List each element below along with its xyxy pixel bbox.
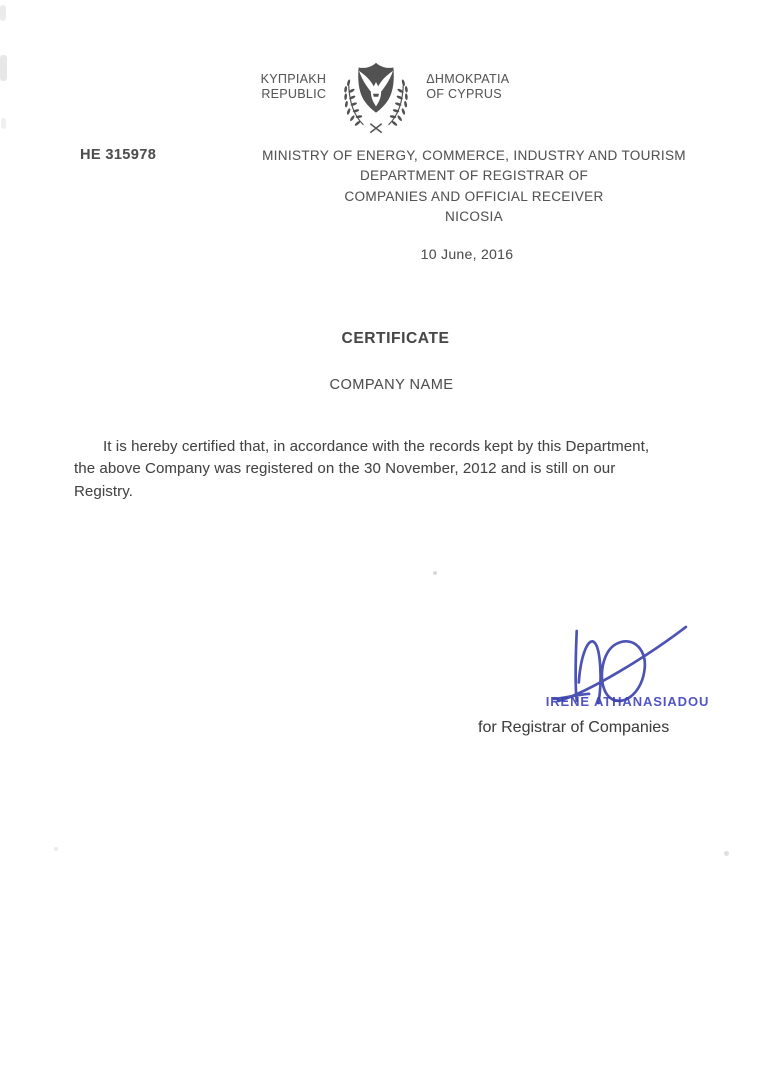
header-english-left: REPUBLIC [261, 86, 327, 101]
scan-artifact [1, 118, 6, 129]
cyprus-coat-of-arms-icon [339, 55, 413, 137]
signatory-capacity: for Registrar of Companies [478, 719, 670, 736]
body-line-1: It is hereby certified that, in accordance with the records kept by this Department, [103, 438, 650, 455]
handwritten-signature [552, 618, 689, 712]
scan-artifact [433, 571, 437, 575]
header-caption-right [426, 72, 509, 101]
registration-number: HE 315978 [80, 147, 157, 163]
document-date: 10 June, 2016 [420, 246, 514, 262]
header-greek-right: ΔΗΜΟΚΡΑΤΙΑ [426, 72, 510, 86]
header-caption-left [261, 72, 327, 101]
header-greek-left: ΚΥΠΡΙΑΚΗ [260, 72, 327, 86]
ministry-line-1: MINISTRY OF ENERGY, COMMERCE, INDUSTRY AND TOURISM [262, 148, 686, 163]
scan-artifact [724, 851, 729, 856]
body-line-2: the above Company was registered on the 30 November, 2012 and is still on our [74, 460, 616, 478]
ministry-line-3: COMPANIES AND OFFICIAL RECEIVER [344, 188, 604, 204]
ministry-line-2: DEPARTMENT OF REGISTRAR OF [359, 168, 589, 184]
certificate-title: CERTIFICATE [341, 330, 450, 347]
scan-artifact [54, 847, 58, 851]
header-english-right: OF CYPRUS [426, 86, 502, 101]
certification-paragraph [74, 436, 734, 503]
ministry-line-4: NICOSIA [445, 209, 503, 225]
header-emblem-block [0, 55, 763, 137]
company-name: COMPANY NAME [329, 377, 454, 393]
scan-artifact [0, 5, 6, 21]
body-line-3: Registry. [74, 482, 133, 500]
ministry-letterhead [224, 146, 724, 228]
scan-artifact [0, 55, 7, 81]
signatory-name-stamp: IRENE ATHANASIADOU [545, 694, 710, 709]
